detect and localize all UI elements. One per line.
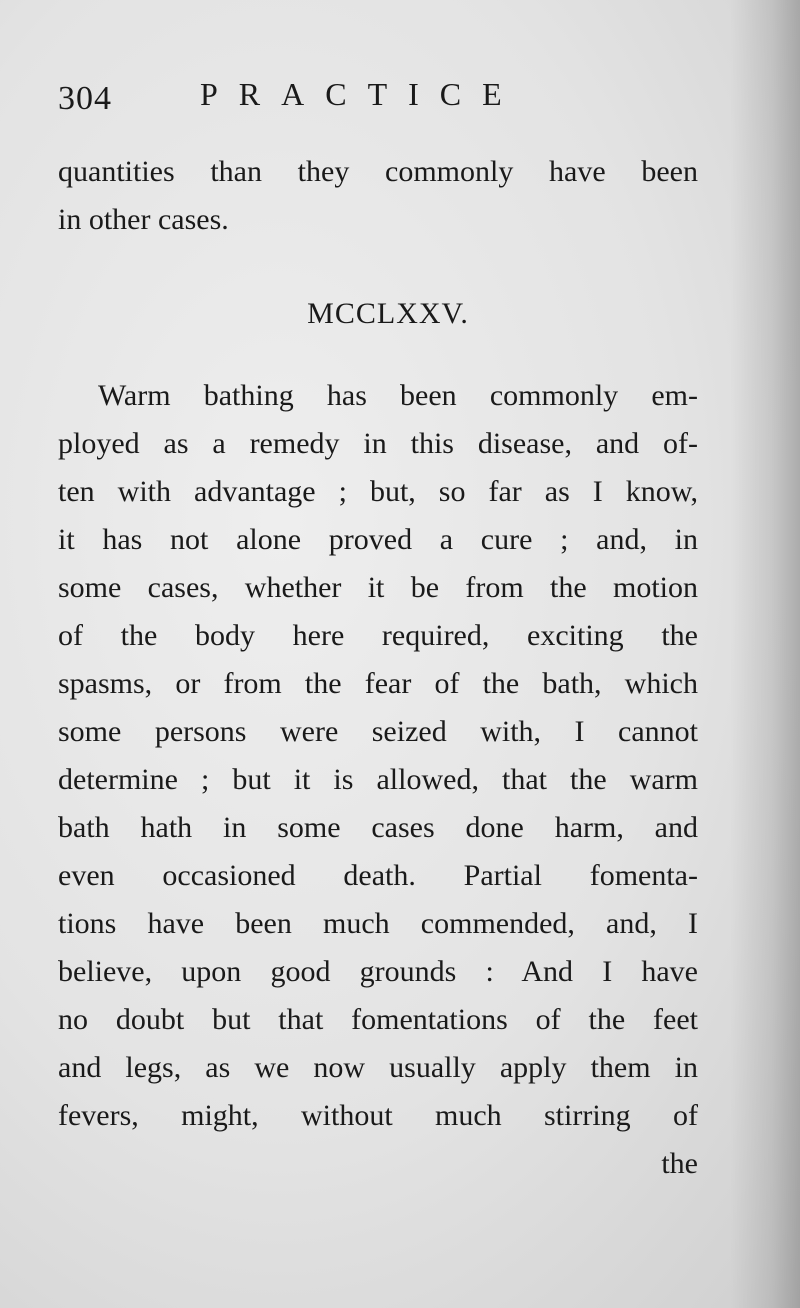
text-line: tions have been much commended, and, I <box>58 907 698 940</box>
text-line: even occasioned death. Partial fomenta- <box>58 859 698 892</box>
text-line: in other cases. <box>58 203 229 236</box>
text-line: believe, upon good grounds : And I have <box>58 955 698 988</box>
text-line: ten with advantage ; but, so far as I know, <box>58 475 698 508</box>
section-heading: MCCLXXV. <box>307 297 469 330</box>
text-line: determine ; but it is allowed, that the warm <box>58 763 698 796</box>
text-line: and legs, as we now usually apply them in <box>58 1051 698 1084</box>
text-line: fevers, might, without much stirring of <box>58 1099 698 1132</box>
page-header <box>58 70 698 130</box>
body-text <box>58 148 698 1188</box>
text-line: some persons were seized with, I cannot <box>58 715 698 748</box>
text-line: of the body here required, exciting the <box>58 619 698 652</box>
text-line: no doubt but that fomentations of the feet <box>58 1003 698 1036</box>
text-line: quantities than they commonly have been <box>58 155 698 188</box>
text-line: spasms, or from the fear of the bath, which <box>58 667 698 700</box>
running-head: PRACTICE <box>200 76 523 112</box>
text-line: bath hath in some cases done harm, and <box>58 811 698 844</box>
text-line: ployed as a remedy in this disease, and of- <box>58 427 698 460</box>
text-line: Warm bathing has been commonly em- <box>98 379 698 412</box>
page-number: 304 <box>58 80 112 117</box>
catchword: the <box>661 1147 698 1180</box>
text-line: some cases, whether it be from the motion <box>58 571 698 604</box>
text-line: it has not alone proved a cure ; and, in <box>58 523 698 556</box>
